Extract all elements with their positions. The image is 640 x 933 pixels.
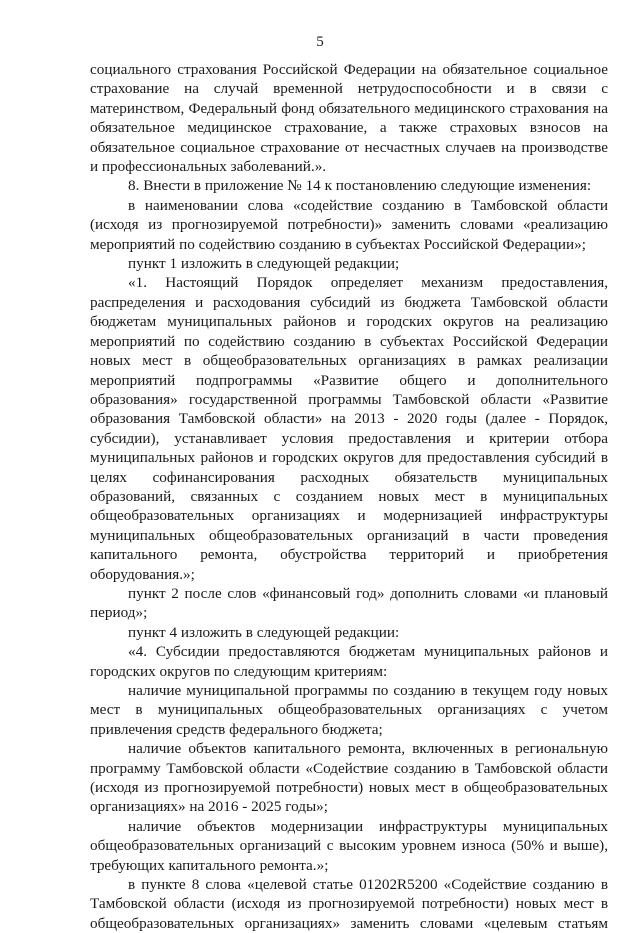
paragraph-criterion-program: наличие муниципальной программы по созданию в текущем году новых мест в муниципальных общеобразовательных организациях с учетом привлечения средств федерального бюджета;	[90, 682, 608, 738]
page-number: 5	[316, 34, 324, 50]
paragraph-item-8: 8. Внести в приложение № 14 к постановлению следующие изменения:	[128, 177, 592, 195]
paragraph-point-1-intro: пункт 1 изложить в следующей редакции;	[128, 255, 400, 273]
document-body	[90, 60, 608, 933]
paragraph-title-change: в наименовании слова «содействие созданию в Тамбовской области (исходя из прогнозируемой потребности)» заменить словами «реализацию мероприятий по содействию созданию в субъектах Российской Федерации»;	[90, 196, 608, 253]
paragraph-point-1-text: «1. Настоящий Порядок определяет механизм предоставления, распределения и расходования субсидий из бюджета Тамбовской области бюджетам муниципальных районов и городских округов на реализацию мероприятий по содействию созданию в субъектах Российской Федерации новых мест в общеобразовательных организациях в рамках реализации мероприятий подпрограммы «Развитие общего и дополнительного образования» государственной программы Тамбовской области «Развитие образования Тамбовской области» на 2013 - 2020 годы (далее - Порядок, субсидии), устанавливает условия предоставления и критерии отбора муниципальных районов и городских округов для предоставления субсидий в целях софинансирования расходных обязательств муниципальных образований, связанных с созданием новых мест в муниципальных общеобразовательных организациях и модернизацией инфраструктуры муниципальных общеобразовательных организаций в части проведения капитального ремонта, обустройства территорий и приобретения оборудования.»;	[90, 274, 608, 583]
paragraph-criterion-repair-objects: наличие объектов капитального ремонта, включенных в региональную программу Тамбовской области «Содействие созданию в Тамбовской области (исходя из прогнозируемой потребности) новых мест в общеобразовательных организациях» на 2016 - 2025 годы»;	[90, 740, 608, 816]
paragraph-point-2: пункт 2 после слов «финансовый год» дополнить словами «и плановый период»;	[90, 584, 608, 622]
paragraph-criterion-modernization: наличие объектов модернизации инфраструктуры муниципальных общеобразовательных организаций с высоким уровнем износа (50% и выше), требующих капитального ремонта.»;	[90, 817, 608, 874]
paragraph-point-4-intro: пункт 4 изложить в следующей редакции:	[128, 623, 400, 641]
paragraph-insurance-contributions: социального страхования Российской Федерации на обязательное социальное страхование на случай временной нетрудоспособности и в связи с материнством, Федеральный фонд обязательного медицинского страхования на обязательное медицинское страхование, а также страховых взносов на обязательное социальное страхование от несчастных случаев на производстве и профессиональных заболеваний.».	[90, 61, 608, 176]
paragraph-point-4-text: «4. Субсидии предоставляются бюджетам муниципальных районов и городских округов по следующим критериям:	[90, 643, 608, 680]
paragraph-point-8: в пункте 8 слова «целевой статье 01202R5200 «Содействие созданию в Тамбовской области (исходя из прогнозируемой потребности) новых мест в общеобразовательных организациях» заменить словами «целевым статьям	[90, 876, 608, 932]
